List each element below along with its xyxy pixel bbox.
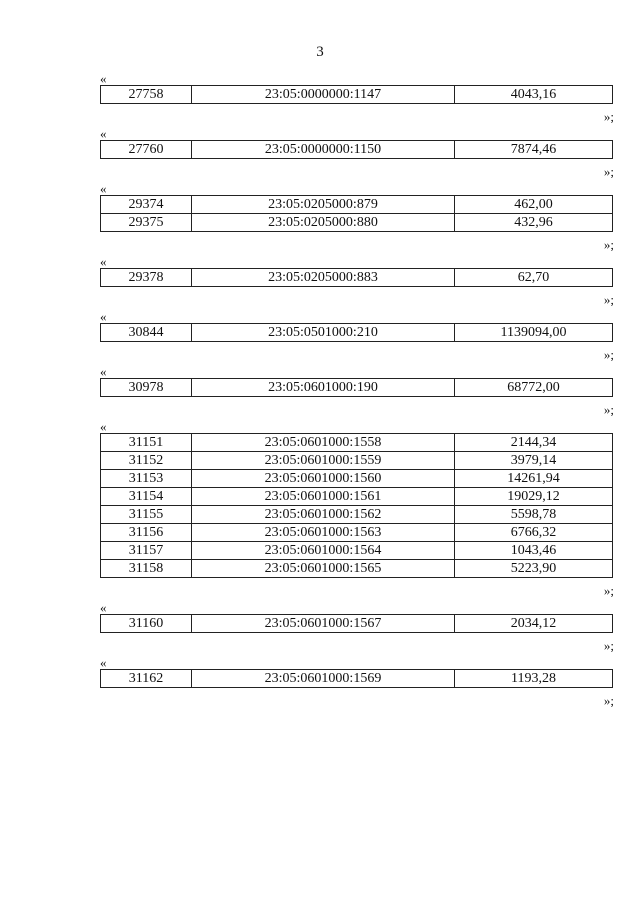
value-cell: 6766,32: [455, 524, 613, 542]
amendment-block: [100, 656, 614, 709]
table-row: [101, 141, 613, 159]
row-number-cell: 30844: [101, 324, 192, 342]
row-number-cell: 27758: [101, 86, 192, 104]
opening-quote: «: [100, 254, 107, 269]
cadastral-number-cell: 23:05:0601000:1567: [192, 615, 455, 633]
value-cell: 62,70: [455, 269, 613, 287]
amendment-block: [100, 601, 614, 654]
cadastral-number-cell: 23:05:0601000:1565: [192, 560, 455, 578]
cadastral-number-cell: 23:05:0601000:1561: [192, 488, 455, 506]
opening-quote: «: [100, 71, 107, 86]
register-table: [100, 268, 613, 287]
value-cell: 19029,12: [455, 488, 613, 506]
opening-quote: «: [100, 309, 107, 324]
closing-quote: »;: [603, 292, 614, 307]
cadastral-number-cell: 23:05:0601000:1564: [192, 542, 455, 560]
table-row: [101, 488, 613, 506]
page-number: 3: [316, 44, 324, 60]
value-cell: 462,00: [455, 196, 613, 214]
row-number-cell: 31152: [101, 452, 192, 470]
table-row: [101, 324, 613, 342]
register-table: [100, 323, 613, 342]
closing-quote: »;: [603, 583, 614, 598]
table-row: [101, 434, 613, 452]
row-number-cell: 31160: [101, 615, 192, 633]
table-row: [101, 615, 613, 633]
value-cell: 68772,00: [455, 379, 613, 397]
row-number-cell: 31156: [101, 524, 192, 542]
cadastral-number-cell: 23:05:0000000:1147: [192, 86, 455, 104]
cadastral-number-cell: 23:05:0000000:1150: [192, 141, 455, 159]
row-number-cell: 31158: [101, 560, 192, 578]
closing-quote: »;: [603, 109, 614, 124]
value-cell: 3979,14: [455, 452, 613, 470]
table-row: [101, 379, 613, 397]
value-cell: 5598,78: [455, 506, 613, 524]
value-cell: 4043,16: [455, 86, 613, 104]
table-row: [101, 670, 613, 688]
closing-quote: »;: [603, 402, 614, 417]
value-cell: 2034,12: [455, 615, 613, 633]
opening-quote: «: [100, 419, 107, 434]
cadastral-number-cell: 23:05:0601000:190: [192, 379, 455, 397]
table-row: [101, 196, 613, 214]
table-row: [101, 269, 613, 287]
register-table: [100, 85, 613, 104]
table-row: [101, 470, 613, 488]
table-row: [101, 452, 613, 470]
table-row: [101, 524, 613, 542]
value-cell: 5223,90: [455, 560, 613, 578]
row-number-cell: 31153: [101, 470, 192, 488]
table-row: [101, 506, 613, 524]
closing-quote: »;: [603, 638, 614, 653]
amendment-block: [100, 72, 614, 125]
register-table: [100, 669, 613, 688]
register-table: [100, 614, 613, 633]
cadastral-number-cell: 23:05:0205000:883: [192, 269, 455, 287]
register-table: [100, 378, 613, 397]
row-number-cell: 31151: [101, 434, 192, 452]
closing-quote: »;: [603, 347, 614, 362]
cadastral-number-cell: 23:05:0601000:1559: [192, 452, 455, 470]
register-table: [100, 140, 613, 159]
amendment-block: [100, 255, 614, 308]
amendment-block: [100, 365, 614, 418]
table-row: [101, 560, 613, 578]
value-cell: 2144,34: [455, 434, 613, 452]
amendment-block: [100, 127, 614, 180]
table-row: [101, 214, 613, 232]
cadastral-number-cell: 23:05:0601000:1562: [192, 506, 455, 524]
value-cell: 432,96: [455, 214, 613, 232]
row-number-cell: 30978: [101, 379, 192, 397]
row-number-cell: 31162: [101, 670, 192, 688]
cadastral-number-cell: 23:05:0501000:210: [192, 324, 455, 342]
row-number-cell: 29375: [101, 214, 192, 232]
row-number-cell: 31155: [101, 506, 192, 524]
cadastral-number-cell: 23:05:0601000:1560: [192, 470, 455, 488]
value-cell: 1139094,00: [455, 324, 613, 342]
row-number-cell: 29374: [101, 196, 192, 214]
cadastral-number-cell: 23:05:0601000:1558: [192, 434, 455, 452]
row-number-cell: 29378: [101, 269, 192, 287]
opening-quote: «: [100, 655, 107, 670]
opening-quote: «: [100, 181, 107, 196]
amendment-block: [100, 310, 614, 363]
row-number-cell: 27760: [101, 141, 192, 159]
cadastral-number-cell: 23:05:0205000:879: [192, 196, 455, 214]
opening-quote: «: [100, 600, 107, 615]
table-row: [101, 86, 613, 104]
register-table: [100, 195, 613, 232]
value-cell: 1193,28: [455, 670, 613, 688]
cadastral-number-cell: 23:05:0601000:1569: [192, 670, 455, 688]
amendment-block: [100, 182, 614, 253]
amendment-block: [100, 420, 614, 599]
opening-quote: «: [100, 126, 107, 141]
value-cell: 7874,46: [455, 141, 613, 159]
value-cell: 14261,94: [455, 470, 613, 488]
closing-quote: »;: [603, 237, 614, 252]
opening-quote: «: [100, 364, 107, 379]
value-cell: 1043,46: [455, 542, 613, 560]
closing-quote: »;: [603, 693, 614, 708]
cadastral-number-cell: 23:05:0601000:1563: [192, 524, 455, 542]
cadastral-number-cell: 23:05:0205000:880: [192, 214, 455, 232]
document-body: [100, 72, 614, 711]
row-number-cell: 31154: [101, 488, 192, 506]
closing-quote: »;: [603, 164, 614, 179]
table-row: [101, 542, 613, 560]
row-number-cell: 31157: [101, 542, 192, 560]
register-table: [100, 433, 613, 578]
